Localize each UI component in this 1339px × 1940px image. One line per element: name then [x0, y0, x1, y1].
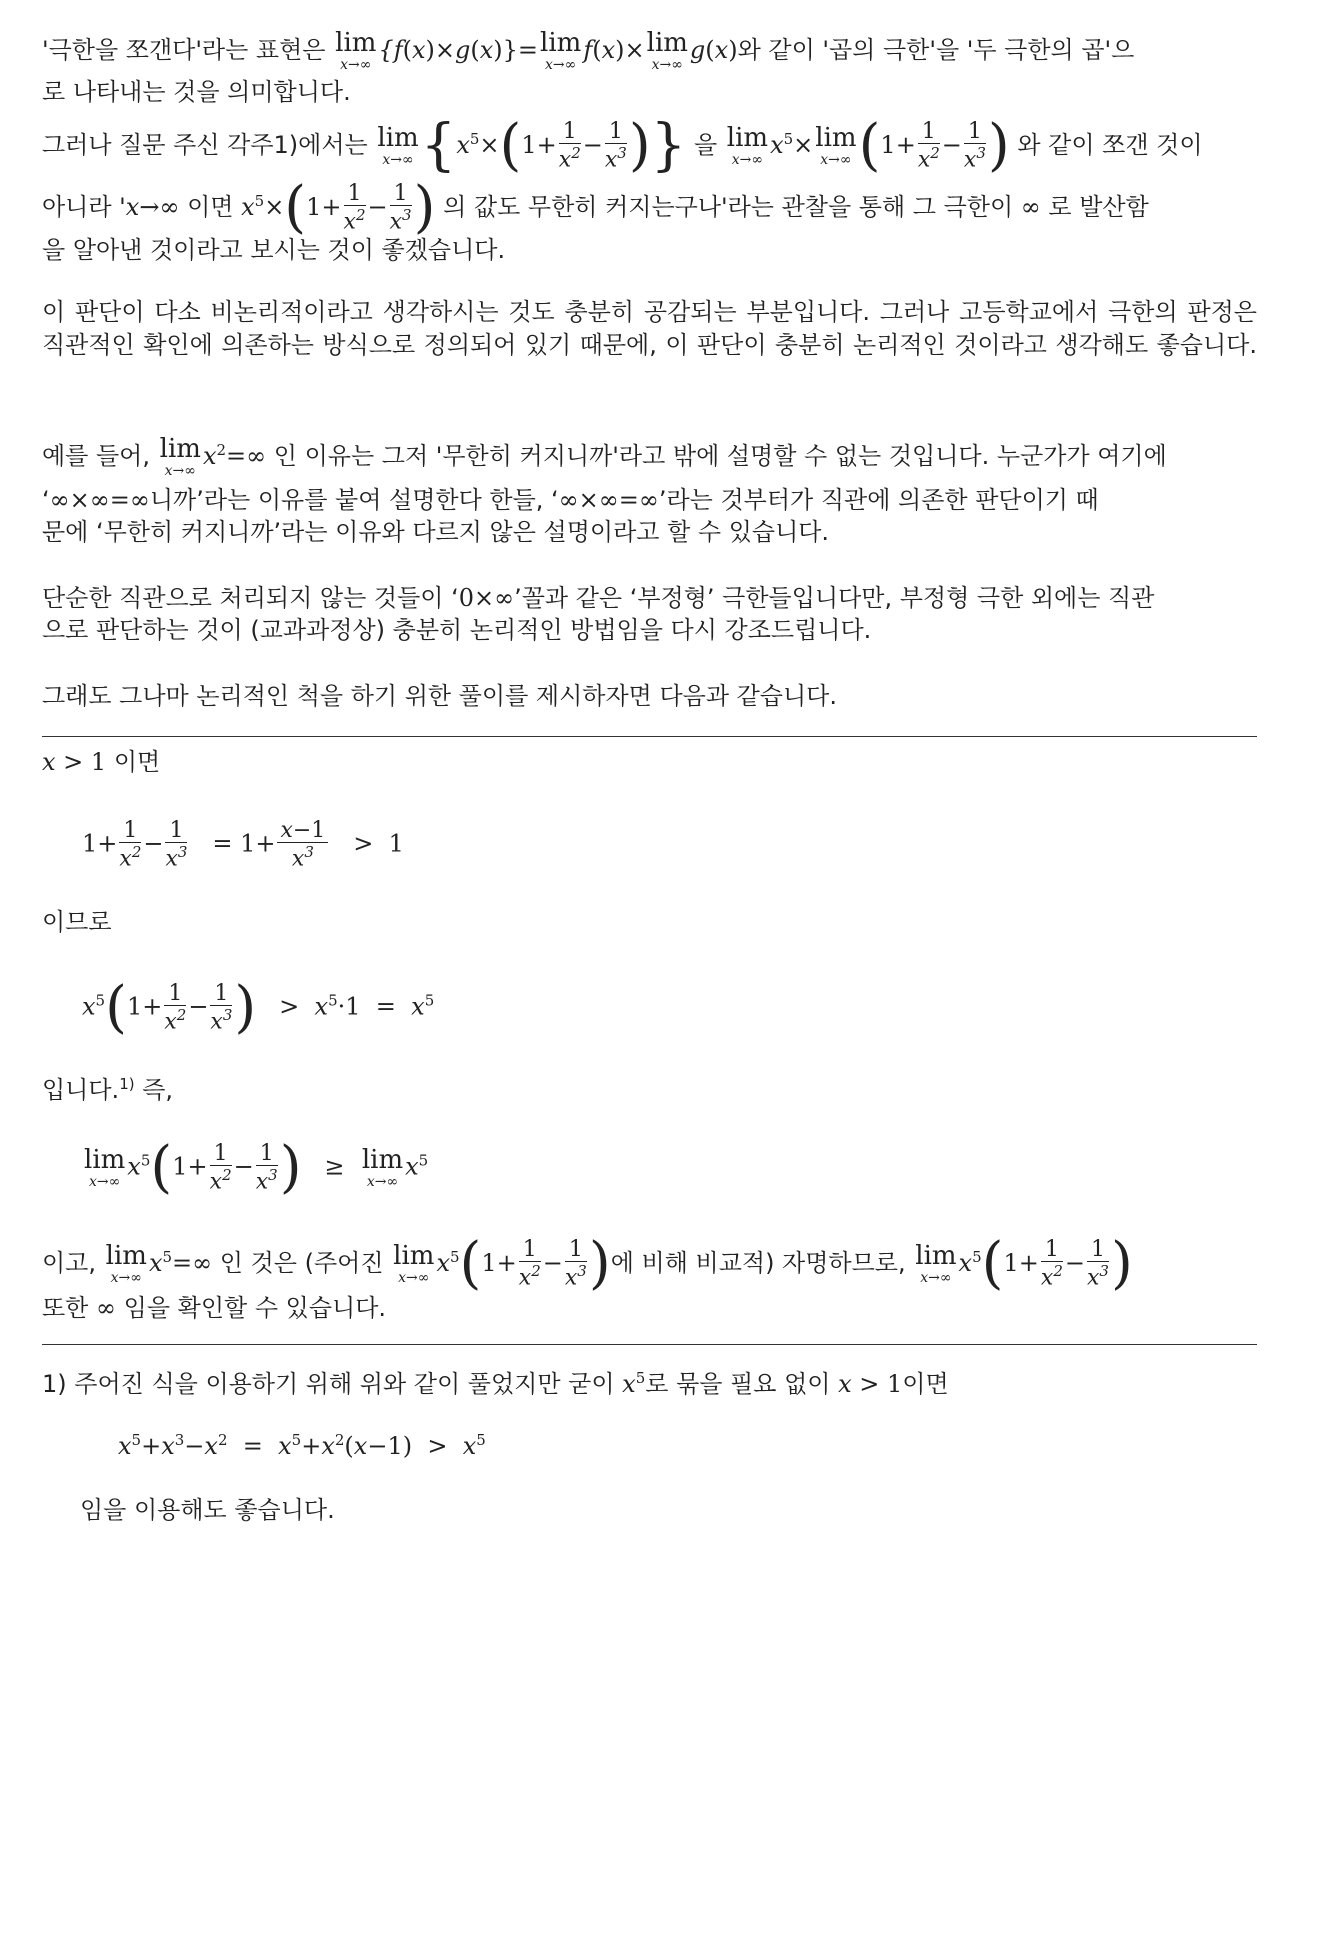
line-2: 로 나타내는 것을 의미합니다.	[42, 78, 351, 106]
line-and: 이고, lim x→∞ $x^5=\infty$ 인 것은 (주어진 lim x→∞ $x^5(1+$ $\frac{1}{x^2}$ − $\frac{1}{x^3}$ )에 비해 비교적) 자명하므로, lim x→∞ $x^5(1+$ $\frac{1}{x^2}$ − $\frac{1}{x^3}$ )	[42, 1231, 1133, 1296]
equation-3: lim x→∞ $x^5(1+$ $\frac{1}{x^2}$ − $\frac{1}{x^3}$ ) ≥ lim x→∞ $x^5$	[84, 1135, 429, 1200]
equation-2: $x^5(1+$ $\frac{1}{x^2}$ − $\frac{1}{x^3}$ ) > $x^5\cdot 1 = x^5$	[82, 975, 435, 1040]
line-1: '극한을 쪼갠다'라는 표현은 lim x→∞ {f(x)×g(x)}= lim x→∞ f(x)× lim x→∞ g(x)와 같이 '곱의 극한'을 '두 극한의 곱'으	[42, 28, 1135, 73]
line-intro-solution: 그래도 그나마 논리적인 척을 하기 위한 풀이를 제시하자면 다음과 같습니다.	[42, 682, 837, 710]
line-example-2: ‘∞×∞=∞니까’라는 이유를 붙여 설명한다 한들, ‘∞×∞=∞’라는 것부터가 직관에 의존한 판단이기 때	[42, 486, 1099, 514]
footnote-2: 임을 이용해도 좋습니다.	[80, 1496, 335, 1524]
line-example: 예를 들어, lim x→∞ $x^2=\infty$ 인 이유는 그저 '무한히 커지니까'라고 밖에 설명할 수 없는 것입니다. 누군가가 여기에	[42, 434, 1167, 479]
line-indeterminate: 단순한 직관으로 처리되지 않는 것들이 ‘0×∞’꼴과 같은 ‘부정형’ 극한들입니다만, 부정형 극한 외에는 직관	[42, 584, 1155, 612]
text: '극한을 쪼갠다'라는 표현은	[42, 36, 326, 64]
text: 와 같이 '곱의 극한'을 '두 극한의 곱'으	[737, 36, 1135, 64]
line-example-3: 문에 ‘무한히 커지니까’라는 이유와 다르지 않은 설명이라고 할 수 있습니다.	[42, 518, 830, 546]
divider	[42, 1344, 1257, 1345]
line-5: 을 알아낸 것이라고 보시는 것이 좋겠습니다.	[42, 236, 506, 264]
equation-footnote: $x^5+x^3-x^2 = x^5+x^2(x-1) > x^5$	[118, 1431, 486, 1460]
line-indeterminate-2: 으로 판단하는 것이 (교과과정상) 충분히 논리적인 방법임을 다시 강조드립니다.	[42, 616, 872, 644]
line-thus: 입니다.$^{1)}$ 즉,	[42, 1075, 174, 1104]
divider	[42, 736, 1257, 737]
line-also: 또한 ∞ 임을 확인할 수 있습니다.	[42, 1294, 387, 1322]
equation-1: 1+ $\frac{1}{x^2}$ − $\frac{1}{x^3}$ = 1+ $\frac{x-1}{x^3}$ > 1	[82, 818, 404, 872]
lim: lim x→∞	[335, 28, 377, 73]
footnote-1: 1) 주어진 식을 이용하기 위해 위와 같이 풀었지만 굳이 $x^5$로 묶을 필요 없이 x > 1이면	[42, 1369, 949, 1398]
paragraph-2: 이 판단이 다소 비논리적이라고 생각하시는 것도 충분히 공감되는 부분입니다. 그러나 고등학교에서 극한의 판정은 직관적인 확인에 의존하는 방식으로 정의되어 있기 때문에, 이 판단이 충분히 논리적인 것이라고 생각해도 좋습니다.	[42, 298, 1257, 359]
line-3: 그러나 질문 주신 각주1)에서는 lim x→∞ {$x^5\times(1+$ $\frac{1}{x^2}$ − $\frac{1}{x^3}$ )} 을 lim x→∞ $x^5\times$ lim x→∞ (1+ $\frac{1}{x^2}$ − $\frac{1}{x^3}$ ) 와 같이 쪼갠 것이	[42, 113, 1203, 178]
line-4: 아니라 'x→∞ 이면 $x^5\times(1+$ $\frac{1}{x^2}$ − $\frac{1}{x^3}$ ) 의 값도 무한히 커지는구나'라는 관찰을 통해 그 극한이 ∞ 로 발산함	[42, 175, 1149, 240]
line-therefore: 이므로	[42, 908, 112, 936]
line-condition: x > 1 이면	[42, 748, 161, 776]
